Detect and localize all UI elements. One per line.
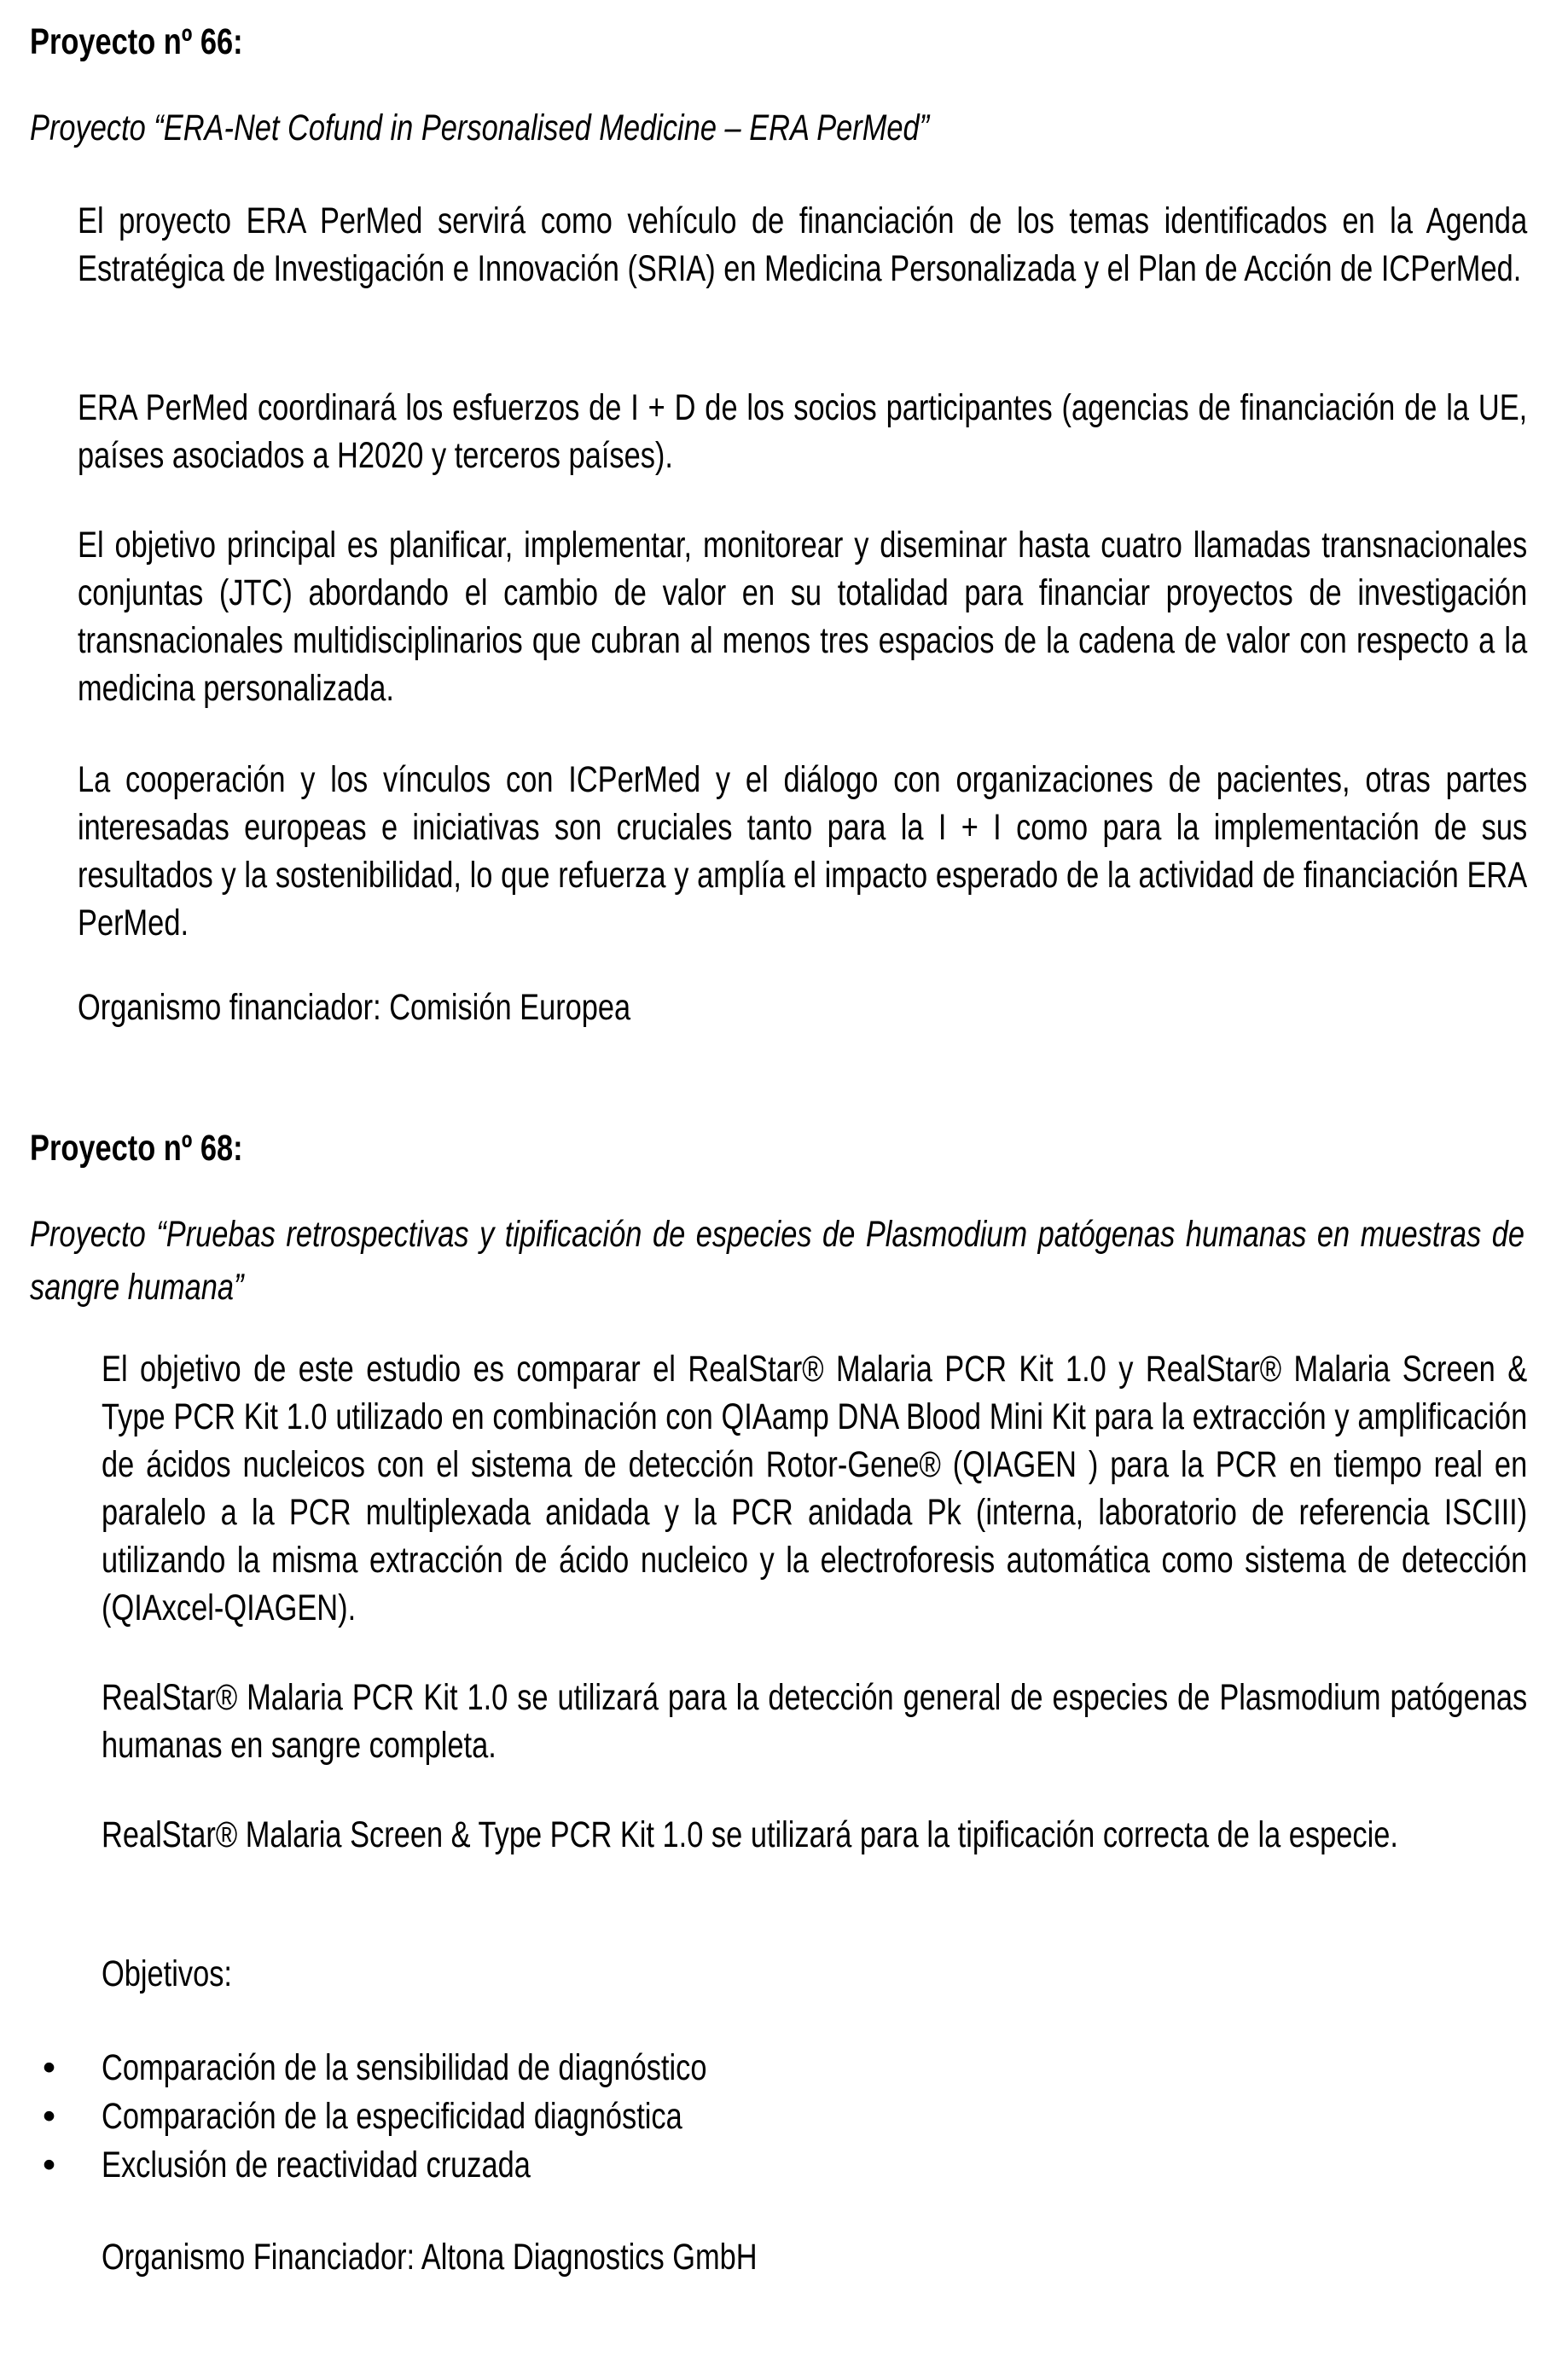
project-66-paragraph-4: La cooperación y los vínculos con ICPerMed y el diálogo con organizaciones de pacientes, otras partes interesadas europeas e iniciativas son cruciales tanto para la I + I como para la implementación de sus resultados y la sostenibilidad, lo que refuerza y amplía el impacto esperado de la actividad de financiación ERA PerMed. — [78, 759, 1528, 943]
objectives-label: Objetivos: — [102, 1953, 232, 1994]
project-68-title: Proyecto “Pruebas retrospectivas y tipificación de especies de Plasmodium patógenas humanas en muestras de sangre humana” — [30, 1214, 1524, 1308]
project-66-paragraph-1: El proyecto ERA PerMed servirá como vehículo de financiación de los temas identificados en la Agenda Estratégica de Investigación e Innovación (SRIA) en Medicina Personalizada y el Plan de Acción de ICPerMed. — [78, 200, 1528, 289]
project-66-paragraph-3: El objetivo principal es planificar, implementar, monitorear y diseminar hasta cuatro llamadas transnacionales conjuntas (JTC) abordando el cambio de valor en su totalidad para financiar proyectos de investigación transnacionales multidisciplinarios que cubran al menos tres espacios de la cadena de valor con respecto a la medicina personalizada. — [78, 525, 1528, 709]
project-66-title: Proyecto “ERA-Net Cofund in Personalised Medicine – ERA PerMed” — [30, 107, 930, 148]
project-68-paragraph-2: RealStar® Malaria PCR Kit 1.0 se utilizará para la detección general de especies de Plasmodium patógenas humanas en sangre completa. — [102, 1677, 1528, 1766]
project-66-funder: Organismo financiador: Comisión Europea — [78, 987, 631, 1028]
project-68-funder: Organismo Financiador: Altona Diagnostics GmbH — [102, 2237, 758, 2278]
bullet-icon: • — [43, 2096, 56, 2137]
bullet-icon: • — [43, 2047, 56, 2088]
project-68-paragraph-3: RealStar® Malaria Screen & Type PCR Kit 1.0 se utilizará para la tipificación correcta de la especie. — [102, 1814, 1398, 1855]
project-68-paragraph-1: El objetivo de este estudio es comparar el RealStar® Malaria PCR Kit 1.0 y RealStar® Malaria Screen & Type PCR Kit 1.0 utilizado en combinación con QIAamp DNA Blood Mini Kit para la extracción y amplificación de ácidos nucleicos con el sistema de detección Rotor-Gene® (QIAGEN ) para la PCR en tiempo real en paralelo a la PCR multiplexada anidada y la PCR anidada Pk (interna, laboratorio de referencia ISCIII) utilizando la misma extracción de ácido nucleico y la electroforesis automática como sistema de detección (QIAxcel-QIAGEN). — [102, 1349, 1528, 1628]
project-66-heading: Proyecto nº 66: — [30, 21, 243, 62]
objective-item: Comparación de la sensibilidad de diagnóstico — [102, 2047, 707, 2088]
objective-item: Exclusión de reactividad cruzada — [102, 2145, 531, 2185]
project-66-paragraph-2: ERA PerMed coordinará los esfuerzos de I + D de los socios participantes (agencias de financiación de la UE, países asociados a H2020 y terceros países). — [78, 387, 1528, 476]
bullet-icon: • — [43, 2145, 56, 2185]
objective-item: Comparación de la especificidad diagnóstica — [102, 2096, 682, 2137]
project-68-heading: Proyecto nº 68: — [30, 1128, 243, 1169]
